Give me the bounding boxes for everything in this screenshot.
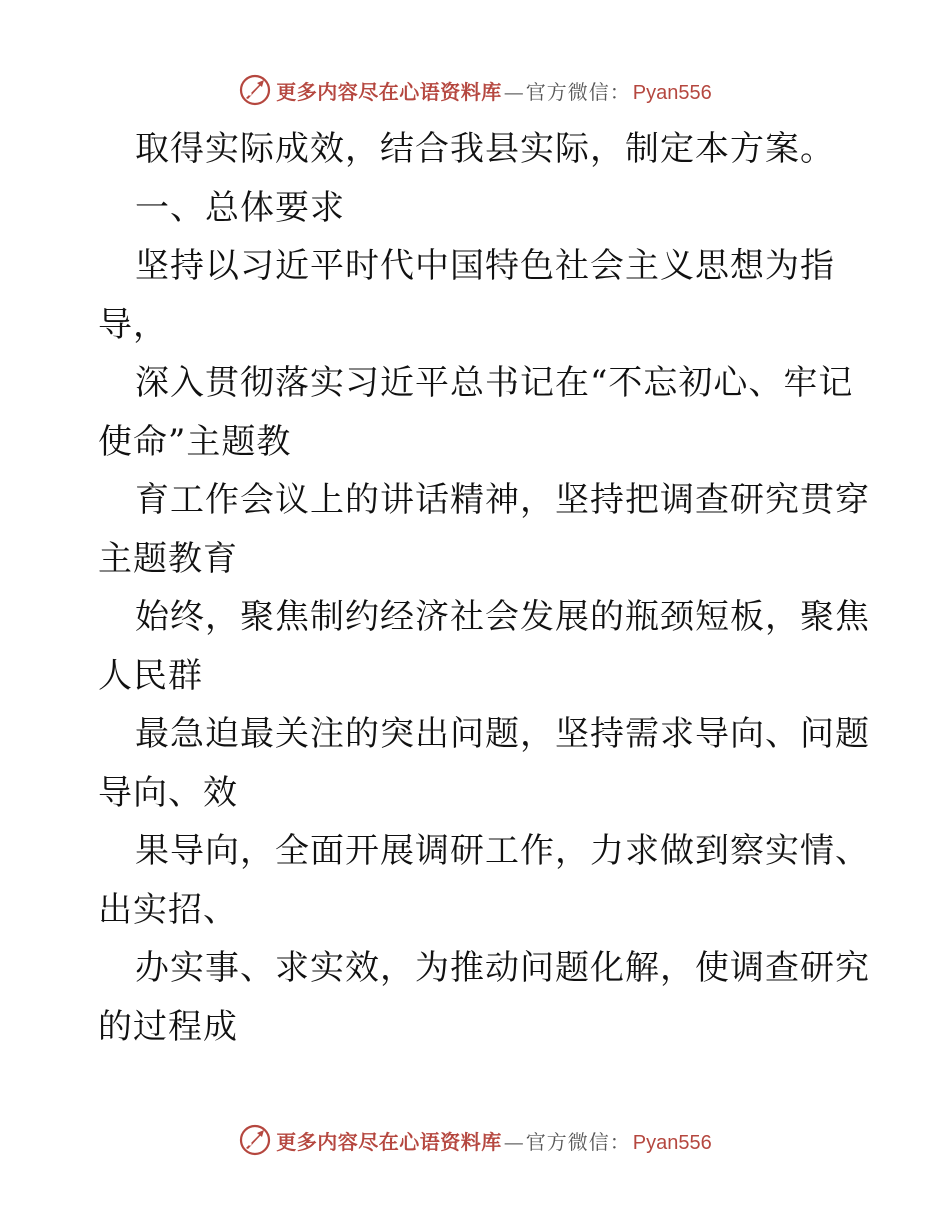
text-line: 最急迫最关注的突出问题，坚持需求导向、问题 xyxy=(135,714,870,754)
section-heading: 一、总体要求 xyxy=(135,187,345,228)
footer-watermark xyxy=(0,1120,950,1160)
text-line: 果导向，全面开展调研工作，力求做到察实情、 xyxy=(135,831,870,871)
watermark-wechat-label: 官方微信： xyxy=(525,79,631,104)
watermark-wechat-id: Pyan556 xyxy=(632,1131,712,1154)
text-line: 出实招、 xyxy=(98,889,238,930)
watermark-separator: — xyxy=(503,79,524,104)
document-body xyxy=(98,120,870,1056)
watermark-wechat-id: Pyan556 xyxy=(632,81,712,104)
text-line: 始终，聚焦制约经济社会发展的瓶颈短板，聚焦 xyxy=(135,597,870,637)
text-line: 导向、效 xyxy=(98,772,238,813)
watermark-wechat-label: 官方微信： xyxy=(525,1129,631,1154)
watermark-separator: — xyxy=(503,1129,524,1154)
text-line: 坚持以习近平时代中国特色社会主义思想为指 xyxy=(135,246,835,286)
text-line: 主题教育 xyxy=(98,538,238,579)
text-line: 深入贯彻落实习近平总书记在“不忘初心、牢记 xyxy=(135,363,854,403)
text-line: 使命”主题教 xyxy=(98,421,292,462)
text-line: 人民群 xyxy=(98,655,203,696)
watermark-title: 更多内容尽在心语资料库 xyxy=(276,79,502,104)
text-line: 育工作会议上的讲话精神，坚持把调查研究贯穿 xyxy=(135,480,870,520)
text-line: 的过程成 xyxy=(98,1006,238,1047)
text-line: 取得实际成效，结合我县实际，制定本方案。 xyxy=(135,129,835,169)
text-line: 办实事、求实效，为推动问题化解，使调查研究 xyxy=(135,948,870,988)
pen-nib-logo-icon xyxy=(238,1123,272,1157)
watermark-title: 更多内容尽在心语资料库 xyxy=(276,1129,502,1154)
text-line: 导， xyxy=(98,304,168,345)
pen-nib-logo-icon xyxy=(238,73,272,107)
header-watermark xyxy=(0,70,950,110)
